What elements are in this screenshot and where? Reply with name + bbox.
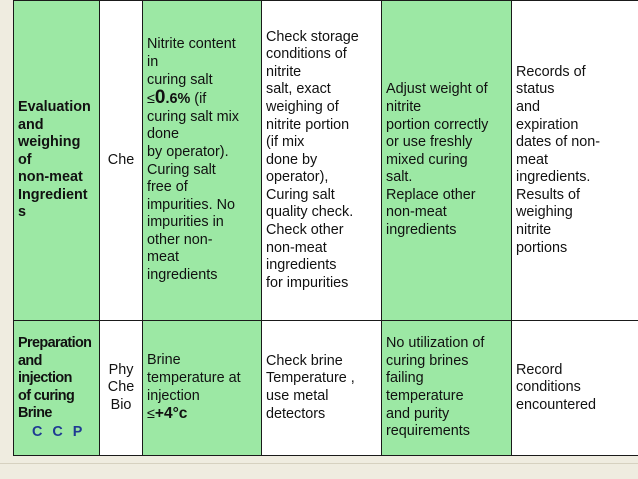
critical-limit-text: Brine temperature at injection ≤	[147, 352, 241, 423]
critical-limit-cell	[143, 1, 262, 321]
critical-limit-text: Nitrite content in curing salt ≤	[147, 36, 236, 108]
table-row	[14, 321, 638, 456]
haccp-table	[13, 0, 638, 456]
process-step-cell: Evaluation and weighing of non-meat Ingredient s	[14, 1, 100, 321]
critical-limit-value-minor: .6%	[165, 91, 191, 108]
table-row	[14, 1, 638, 321]
critical-limit-cell	[143, 321, 262, 456]
critical-limit-value: +4°c	[154, 405, 188, 423]
critical-limit-note: (if curing salt mix done by operator). Curing salt free of impurities. No impurities in other non- meat ingredients	[147, 91, 239, 284]
monitoring-cell: Check brine Temperature , use metal detectors	[262, 321, 382, 456]
records-cell: Records of status and expiration dates of non- meat ingredients. Results of weighing nitrite portions	[512, 1, 638, 321]
corrective-action-cell: Adjust weight of nitrite portion correctly or use freshly mixed curing salt. Replace other non-meat ingredients	[382, 1, 512, 321]
critical-limit-value-major: 0	[154, 87, 166, 109]
ccp-label: C C P	[32, 423, 86, 440]
hazard-cell: Che	[100, 1, 143, 321]
hazard-cell: Phy Che Bio	[100, 321, 143, 456]
slide-footer-divider	[0, 463, 638, 464]
corrective-action-cell: No utilization of curing brines failing temperature and purity requirements	[382, 321, 512, 456]
process-step-text: Preparation and injection of curing Brine	[18, 335, 92, 422]
process-step-cell	[14, 321, 100, 456]
records-cell: Record conditions encountered	[512, 321, 638, 456]
monitoring-cell: Check storage conditions of nitrite salt, exact weighing of nitrite portion (if mix done by operator), Curing salt quality check. Check other non-meat ingredients for impurities	[262, 1, 382, 321]
